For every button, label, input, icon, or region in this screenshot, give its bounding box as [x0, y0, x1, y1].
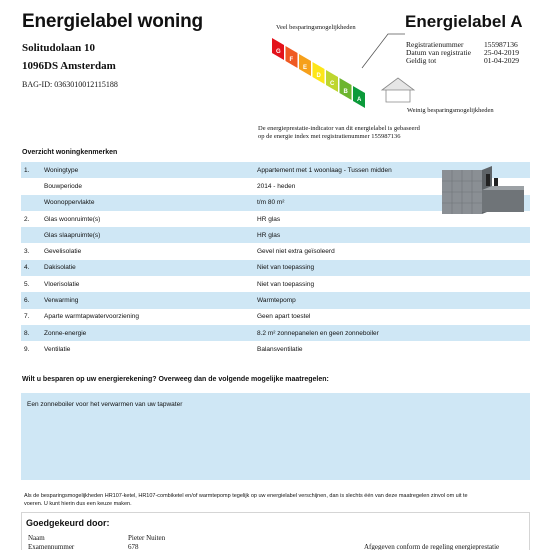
- energy-class-letter: D: [316, 73, 321, 79]
- exam-number-label: Examennummer: [28, 543, 75, 550]
- row-label: Gevelisolatie: [44, 248, 82, 256]
- row-label: Aparte warmtapwatervoorziening: [44, 313, 140, 321]
- row-value: Appartement met 1 woonlaag - Tussen midden: [257, 166, 392, 174]
- row-number: 7.: [24, 313, 30, 321]
- row-value: t/m 80 m²: [257, 199, 285, 207]
- table-row: [21, 309, 530, 325]
- registration-number-value: 155987136: [484, 40, 518, 49]
- row-label: Vloerisolatie: [44, 280, 80, 288]
- conformity-note: Afgegeven conform de regeling energieprestatie: [364, 543, 500, 550]
- row-number: 3.: [24, 248, 30, 256]
- registration-date-label: Datum van registratie: [406, 48, 471, 57]
- row-value: Balansventilatie: [257, 345, 303, 353]
- row-number: 6.: [24, 297, 30, 305]
- registration-date-value: 25-04-2019: [484, 48, 519, 57]
- energy-class-letter: A: [357, 97, 362, 103]
- indicator-note-line-2: op de energie index met registratienummer 155987136: [258, 133, 401, 140]
- disclaimer-line-1: Als de besparingsmogelijkheden HR107-ketel, HR107-combiketel en/of warmtepomp tegelijk op uw energielabel verschijnen, dan is slechts één van deze maatregelen zinvol om uit te: [24, 493, 468, 499]
- disclaimer-line-2: voeren. U kunt hierin dus een keuze maken.: [24, 501, 132, 507]
- energy-label-heading: Energielabel A: [405, 12, 523, 31]
- row-number: 1.: [24, 166, 30, 174]
- page-title: Energielabel woning: [22, 11, 203, 32]
- section-title: Overzicht woningkenmerken: [22, 149, 118, 156]
- energy-class-letter: G: [276, 49, 281, 55]
- row-value: 2014 - heden: [257, 182, 296, 190]
- advisor-name-label: Naam: [28, 534, 45, 542]
- advice-measure: Een zonneboiler voor het verwarmen van uw tapwater: [27, 401, 183, 408]
- table-row: [21, 260, 530, 276]
- address-city: 1096DS Amsterdam: [22, 60, 116, 72]
- row-number: 8.: [24, 329, 30, 337]
- row-value: 8.2 m² zonnepanelen en geen zonneboiler: [257, 329, 379, 337]
- address-street: Solitudolaan 10: [22, 42, 96, 54]
- pointer-line: [360, 33, 410, 73]
- registration-number-label: Registratienummer: [406, 40, 464, 49]
- advisor-name-value: Pieter Nuiten: [128, 534, 166, 542]
- indicator-note-line-1: De energieprestatie-indicator van dit energielabel is gebaseerd: [258, 125, 420, 132]
- energy-class-letter: F: [289, 57, 294, 63]
- row-value: Gevel niet extra geïsoleerd: [257, 248, 335, 256]
- table-row: [21, 276, 530, 292]
- approved-title: Goedgekeurd door:: [26, 518, 110, 528]
- row-label: Zonne-energie: [44, 329, 87, 337]
- few-savings-caption: Weinig besparingsmogelijkheden: [407, 107, 494, 114]
- row-label: Woonoppervlakte: [44, 199, 95, 207]
- table-row: [21, 292, 530, 308]
- row-label: Glas slaapruimte(s): [44, 231, 101, 239]
- row-label: Dakisolatie: [44, 264, 76, 272]
- energy-class-letter: B: [343, 89, 348, 95]
- row-value: Geen apart toestel: [257, 313, 311, 321]
- energy-class-letter: E: [303, 65, 308, 71]
- table-row: [21, 227, 530, 243]
- row-number: 2.: [24, 215, 30, 223]
- row-value: HR glas: [257, 215, 281, 223]
- best-savings-caption: Veel besparingsmogelijkheden: [276, 24, 356, 31]
- indicator-note: [258, 125, 498, 141]
- advice-box: [21, 393, 530, 480]
- disclaimer: [24, 492, 524, 508]
- apartment-building-icon: [442, 166, 524, 218]
- house-icon: [382, 78, 414, 102]
- advice-question: Wilt u besparen op uw energierekening? Overweeg dan de volgende mogelijke maatregelen:: [22, 376, 329, 383]
- table-row: [21, 341, 530, 357]
- row-label: Woningtype: [44, 166, 79, 174]
- energy-class-letter: C: [330, 81, 335, 87]
- row-label: Glas woonruimte(s): [44, 215, 101, 223]
- table-row: [21, 243, 530, 259]
- valid-until-value: 01-04-2029: [484, 56, 519, 65]
- exam-number-value: 678: [128, 543, 139, 550]
- row-label: Verwarming: [44, 297, 79, 305]
- valid-until-label: Geldig tot: [406, 56, 437, 65]
- row-number: 4.: [24, 264, 30, 272]
- row-value: HR glas: [257, 231, 281, 239]
- row-label: Bouwperiode: [44, 182, 82, 190]
- approved-section: [21, 512, 530, 550]
- energy-class-arrows: [272, 38, 365, 108]
- row-value: Niet van toepassing: [257, 264, 315, 272]
- row-value: Warmtepomp: [257, 297, 296, 305]
- row-number: 5.: [24, 280, 30, 288]
- row-value: Niet van toepassing: [257, 280, 315, 288]
- bag-id: BAG-ID: 0363010012115188: [22, 80, 118, 89]
- row-label: Ventilatie: [44, 345, 71, 353]
- row-number: 9.: [24, 345, 30, 353]
- table-row: [21, 325, 530, 341]
